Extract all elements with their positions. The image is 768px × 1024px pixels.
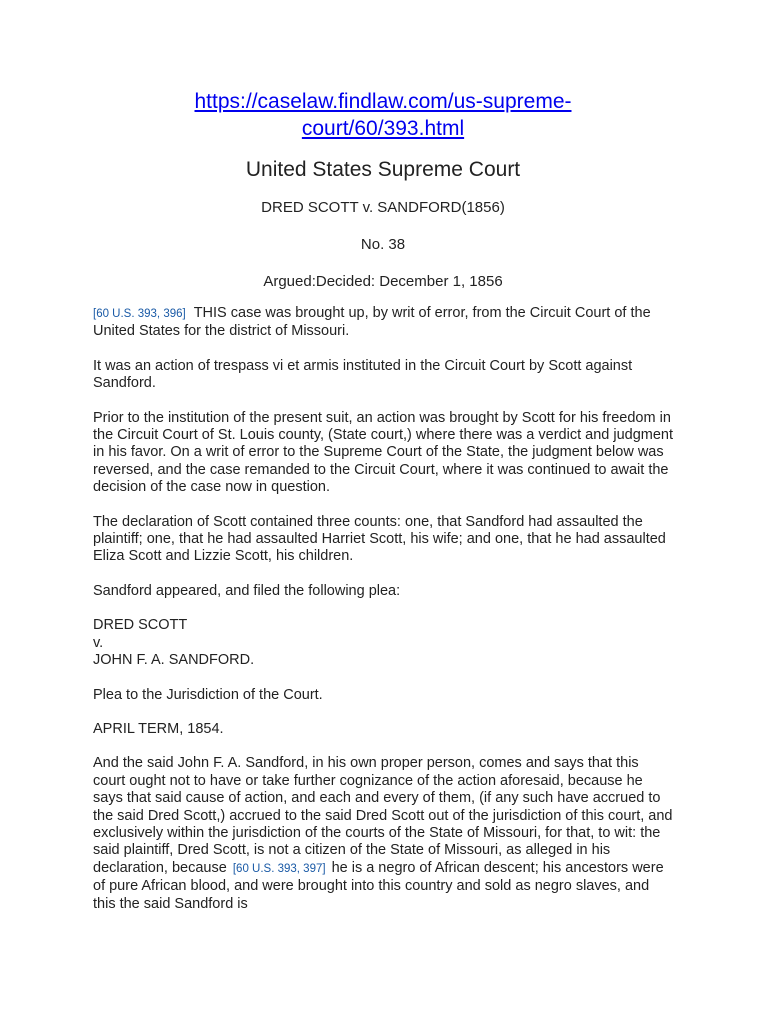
paragraph-7: APRIL TERM, 1854. bbox=[93, 720, 224, 737]
caption-plaintiff: DRED SCOTT bbox=[93, 617, 188, 634]
source-url-line-1[interactable]: https://caselaw.findlaw.com/us-supreme- bbox=[194, 90, 572, 113]
paragraph-1 bbox=[93, 305, 673, 341]
source-url-line-2[interactable]: court/60/393.html bbox=[301, 117, 465, 140]
document-page bbox=[93, 88, 673, 913]
argued-decided-date: Argued:Decided: December 1, 1856 bbox=[263, 273, 503, 290]
paragraph-2: It was an action of trespass vi et armis instituted in the Circuit Court by Scott against Sandford. bbox=[93, 357, 633, 392]
page-citation-link[interactable]: [60 U.S. 393, 396] bbox=[93, 308, 186, 320]
paragraph-3: Prior to the institution of the present suit, an action was brought by Scott for his freedom in the Circuit Court of St. Louis county, (State court,) where there was a verdict and judgment in his favor. On a writ of error to the Supreme Court of the State, the judgment below was reversed, and the case remanded to the Circuit Court, where it was continued to await the decision of the case now in question. bbox=[93, 409, 674, 496]
caption-versus: v. bbox=[93, 634, 104, 651]
paragraph-8 bbox=[93, 755, 673, 913]
case-name: DRED SCOTT v. SANDFORD(1856) bbox=[261, 199, 505, 216]
paragraph-8-text-a: And the said John F. A. Sandford, in his own proper person, comes and says that this court ought not to have or take further cognizance of the action aforesaid, because he says that said cause of action, and each and every of them, (if any such have accrued to the said Dred Scott,) accrued to the said Dred Scott out of the jurisdiction of this court, and exclusively within the jurisdiction of the courts of the State of Missouri, for that, to wit: the said plaintiff, Dred Scott, is not a citizen of the State of Missouri, as alleged in his declaration, because bbox=[93, 755, 673, 876]
paragraph-4: The declaration of Scott contained three counts: one, that Sandford had assaulted the plaintiff; one, that he had assaulted Harriet Scott, his wife; and one, that he had assaulted Eliza Scott and Lizzie Scott, his children. bbox=[93, 513, 666, 565]
page-citation-link[interactable]: [60 U.S. 393, 397] bbox=[232, 862, 326, 875]
case-number: No. 38 bbox=[360, 236, 406, 253]
paragraph-6: Plea to the Jurisdiction of the Court. bbox=[93, 686, 323, 703]
paragraph-8-text-b: he is a negro of African descent; his ancestors were of pure African blood, and were brought into this country and sold as negro slaves, and this the said Sandford is bbox=[93, 859, 664, 912]
source-url-link[interactable] bbox=[93, 88, 673, 142]
paragraph-1-text: THIS case was brought up, by writ of error, from the Circuit Court of the United States for the district of Missouri. bbox=[93, 305, 651, 340]
case-caption bbox=[93, 617, 673, 669]
paragraph-5: Sandford appeared, and filed the following plea: bbox=[93, 582, 401, 599]
caption-defendant: JOHN F. A. SANDFORD. bbox=[93, 652, 255, 669]
court-title: United States Supreme Court bbox=[245, 158, 521, 181]
